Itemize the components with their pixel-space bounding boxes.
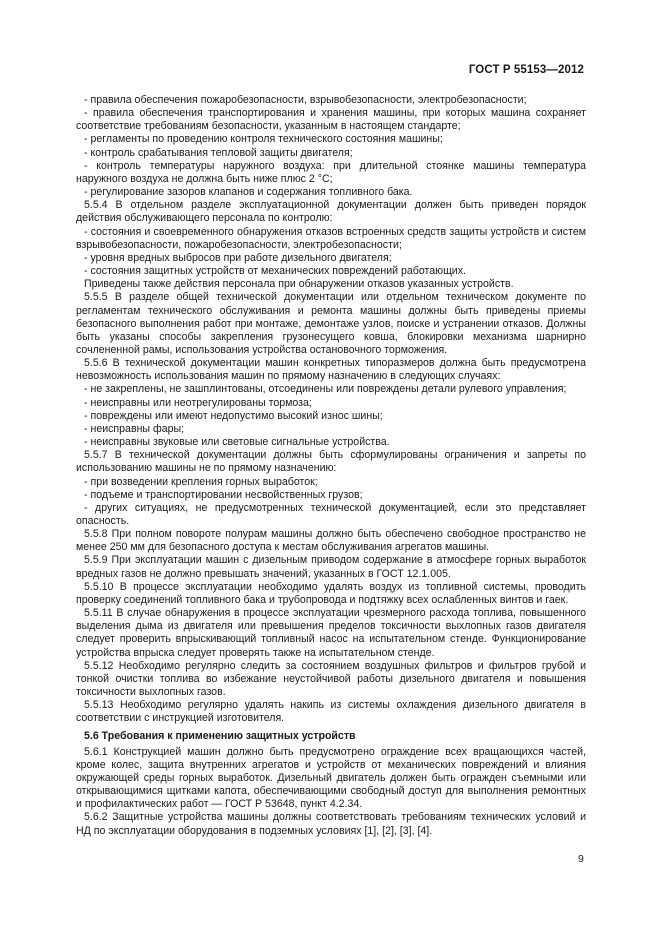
paragraph: - неисправны или неотрегулированы тормоза; xyxy=(84,396,312,409)
page-number: 9 xyxy=(578,853,584,865)
document-id-header: ГОСТ Р 55153—2012 xyxy=(468,64,584,76)
paragraph: 5.5.11 В случае обнаружения в процессе эксплуатации чрезмерного расхода топлива, повышенного выделения дыма из двигателя или превышения пределов токсичности выхлопных газов двигателя следует проверить впрыскивающий топливный насос на испытательном стенде. Функционирование устройства впрыска следует проверять также на испытательном стенде. xyxy=(76,607,586,659)
paragraph: - контроль срабатывания тепловой защиты двигателя; xyxy=(84,146,353,159)
paragraph: - состояния защитных устройств от механических повреждений работающих. xyxy=(84,265,466,278)
paragraph: 5.5.7 В технической документации должны быть сформулированы ограничения и запреты по использованию машины не по прямому назначению: xyxy=(76,449,586,475)
paragraph: - состояния и своевременного обнаружения отказов встроенных средств защиты устройств и систем взрывобезопасности, пожаробезопасности, электробезопасности; xyxy=(76,225,586,251)
paragraph: - регламенты по проведению контроля технического состояния машины; xyxy=(84,133,443,146)
paragraph: 5.6.2 Защитные устройства машины должны соответствовать требованиям технических условий и НД по эксплуатации оборудования в подземных условиях [1], [2], [3], [4]. xyxy=(76,811,586,837)
paragraph: 5.6.1 Конструкцией машин должно быть предусмотрено ограждение всех вращающихся частей, кроме колес, защита внутренних агрегатов и устройств от механических повреждений и влияния окружающей среды горных выработок. Дизельный двигатель должен быть огражден съемными или открывающимися щитками капота, обеспечивающими свободный доступ для выполнения ремонтных и профилактических работ — ГОСТ Р 53648, пункт 4.2.34. xyxy=(76,745,586,811)
paragraph: - правила обеспечения пожаробезопасности, взрывобезопасности, электробезопасности; xyxy=(84,94,527,106)
paragraph: - контроль температуры наружного воздуха: при длительной стоянке машины температура наружного воздуха не должна быть ниже плюс 2 °С; xyxy=(76,159,586,185)
paragraph: 5.5.4 В отдельном разделе эксплуатационной документации должен быть приведен порядок действия обслуживающего персонала по контролю: xyxy=(76,199,586,225)
paragraph: - регулирование зазоров клапанов и содержания топливного бака. xyxy=(84,186,413,199)
paragraph: - неисправны фары; xyxy=(84,422,185,435)
paragraph: 5.5.8 При полном повороте полурам машины должно быть обеспечено свободное пространство не менее 250 мм для безопасного доступа к местам обслуживания агрегатов машины. xyxy=(76,528,586,554)
paragraph: - не закреплены, не зашплинтованы, отсоединены или повреждены детали рулевого управления; xyxy=(84,383,567,396)
document-body xyxy=(76,94,586,838)
paragraph: - повреждены или имеют недопустимо высокий износ шины; xyxy=(84,409,383,422)
paragraph: 5.5.6 В технической документации машин конкретных типоразмеров должна быть предусмотрена невозможность использования машин по прямому назначению в следующих случаях: xyxy=(76,357,586,383)
paragraph: 5.5.13 Необходимо регулярно удалять накипь из системы охлаждения дизельного двигателя в соответствии с инструкцией изготовителя. xyxy=(76,699,586,725)
paragraph: - других ситуациях, не предусмотренных технической документацией, если это представляет опасность. xyxy=(76,501,586,527)
paragraph: - уровня вредных выбросов при работе дизельного двигателя; xyxy=(84,251,392,264)
paragraph: 5.5.5 В разделе общей технической документации или отдельном техническом документе по регламентам технического обслуживания и ремонта машины должны быть приведены приемы безопасного выполнения работ при монтаже, демонтаже узлов, поиске и устранении отказов. Должны быть указаны способы закрепления грузонесущего ковша, блокировки механизма шарнирно сочлененной рамы, использования устройства остановочного торможения. xyxy=(76,291,586,356)
paragraph: - правила обеспечения транспортирования и хранения машины, при которых машина сохраняет соответствие требованиям безопасности, указанным в настоящем стандарте; xyxy=(76,107,586,133)
paragraph: 5.5.9 При эксплуатации машин с дизельным приводом содержание в атмосфере горных выработок вредных газов не должно превышать значений, указанных в ГОСТ 12.1.005. xyxy=(76,554,586,580)
paragraph: 5.5.12 Необходимо регулярно следить за состоянием воздушных фильтров и фильтров грубой и тонкой очистки топлива во избежание неустойчивой работы дизельного двигателя и повышения токсичности выхлопных газов. xyxy=(76,659,586,699)
paragraph: - подъеме и транспортировании несвойственных грузов; xyxy=(84,488,363,501)
paragraph-group-5-6 xyxy=(76,746,586,838)
paragraph: - неисправны звуковые или световые сигнальные устройства. xyxy=(84,436,390,449)
paragraph-group-5-5 xyxy=(76,94,586,726)
paragraph: 5.5.10 В процессе эксплуатации необходимо удалять воздух из топливной системы, проводить проверку соединений топливного бака и трубопровода и подтяжку всех ослабленных винтов и гаек. xyxy=(76,580,586,606)
paragraph: Приведены также действия персонала при обнаружении отказов указанных устройств. xyxy=(84,278,514,291)
paragraph: - при возведении крепления горных выработок; xyxy=(84,475,318,488)
section-heading: 5.6 Требования к применению защитных устройств xyxy=(84,729,356,742)
